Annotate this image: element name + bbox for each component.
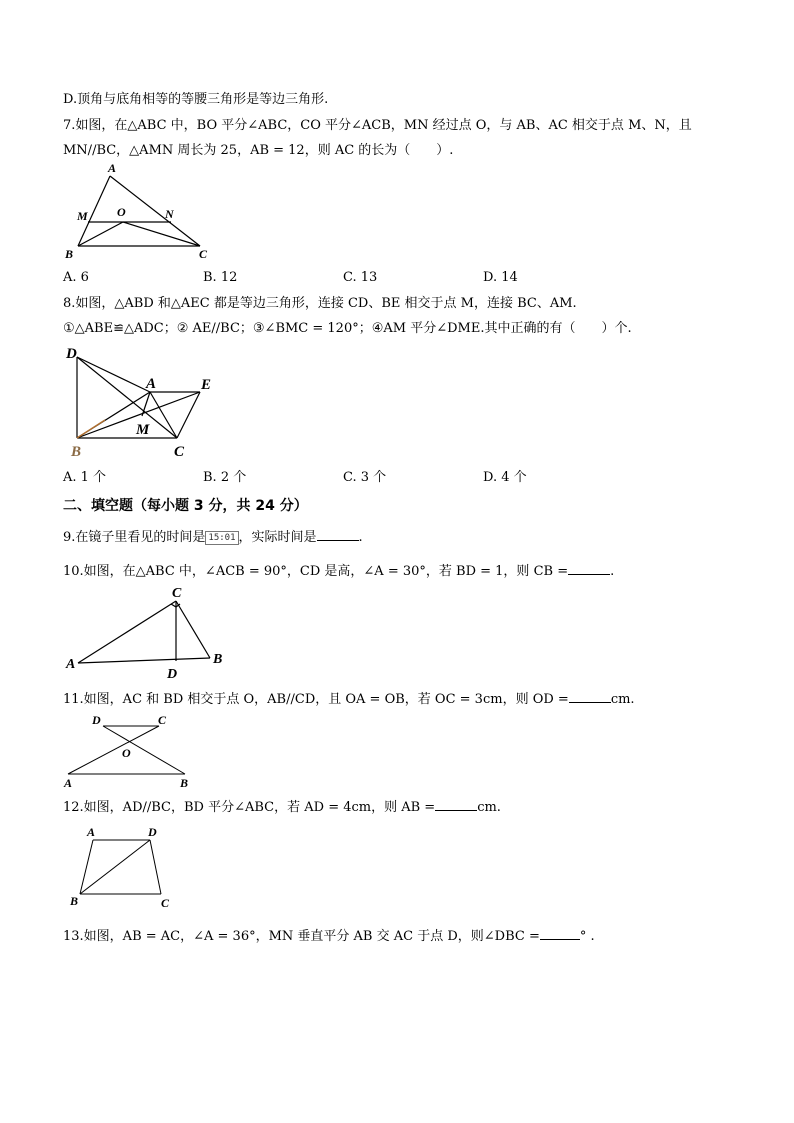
q8-line1: 8.如图，△ABD 和△AEC 都是等边三角形，连接 CD、BE 相交于点 M，连接 BC、AM. bbox=[63, 296, 577, 311]
q8-option-a[interactable]: A. 1 个 bbox=[63, 470, 107, 485]
prev-option-d: D.顶角与底角相等的等腰三角形是等边三角形. bbox=[63, 92, 329, 107]
q7-label-b: B bbox=[65, 247, 74, 261]
section-2-heading: 二、填空题（每小题 3 分，共 24 分） bbox=[63, 498, 308, 514]
q10-label-b: B bbox=[213, 652, 223, 667]
q9-post: ，实际时间是 bbox=[238, 530, 317, 545]
q7-label-o: O bbox=[117, 205, 126, 219]
q8-option-d[interactable]: D. 4 个 bbox=[483, 470, 527, 485]
q13 bbox=[63, 927, 595, 946]
q11-label-d: D bbox=[92, 713, 101, 727]
q12-label-a: A bbox=[87, 825, 96, 839]
q12-end: cm. bbox=[477, 800, 501, 815]
q10-end: . bbox=[610, 564, 615, 579]
q13-answer-blank[interactable] bbox=[540, 927, 580, 940]
q11-label-b: B bbox=[180, 776, 189, 790]
q10-label-c: C bbox=[172, 586, 182, 601]
q7-option-d[interactable]: D. 14 bbox=[483, 270, 518, 285]
q11-label-c: C bbox=[158, 713, 167, 727]
q8-label-e: E bbox=[201, 377, 212, 393]
q11 bbox=[63, 690, 635, 709]
q7-label-m: M bbox=[77, 209, 88, 223]
mirror-clock-image: 15:01 bbox=[205, 531, 238, 545]
q11-figure bbox=[60, 710, 200, 792]
q10-answer-blank[interactable] bbox=[568, 562, 610, 575]
q8-label-m: M bbox=[136, 422, 150, 438]
q10-figure bbox=[60, 584, 240, 684]
q11-label-o: O bbox=[122, 746, 131, 760]
q8-label-c: C bbox=[174, 444, 185, 460]
q7-option-b[interactable]: B. 12 bbox=[203, 270, 238, 285]
q10 bbox=[63, 562, 614, 581]
q12-figure bbox=[60, 820, 190, 912]
q11-answer-blank[interactable] bbox=[569, 690, 611, 703]
q7-label-a: A bbox=[108, 161, 117, 175]
q8-label-b: B bbox=[71, 444, 82, 460]
q9-pre: 9.在镜子里看见的时间是 bbox=[63, 530, 206, 545]
q7-line2: MN//BC，△AMN 周长为 25，AB = 12，则 AC 的长为（ ）. bbox=[63, 143, 454, 158]
q7-label-n: N bbox=[165, 207, 174, 221]
q12-answer-blank[interactable] bbox=[435, 798, 477, 811]
q12-label-d: D bbox=[148, 825, 157, 839]
q7-option-a[interactable]: A. 6 bbox=[63, 270, 89, 285]
q12-text: 12.如图，AD//BC，BD 平分∠ABC，若 AD = 4cm，则 AB = bbox=[63, 800, 436, 815]
q10-text: 10.如图，在△ABC 中，∠ACB = 90°，CD 是高，∠A = 30°，若 BD = 1，则 CB = bbox=[63, 564, 569, 579]
q8-option-c[interactable]: C. 3 个 bbox=[343, 470, 387, 485]
q10-label-a: A bbox=[66, 657, 76, 672]
q9: 9.在镜子里看见的时间是 15:01 ，实际时间是 . bbox=[63, 530, 363, 545]
q8-line2: ①△ABE≌△ADC；② AE//BC；③∠BMC = 120°；④AM 平分∠DME.其中正确的有（ ）个. bbox=[63, 321, 632, 336]
q8-option-b[interactable]: B. 2 个 bbox=[203, 470, 247, 485]
q11-text: 11.如图，AC 和 BD 相交于点 O，AB//CD，且 OA = OB，若 OC = 3cm，则 OD = bbox=[63, 692, 569, 707]
q9-answer-blank[interactable] bbox=[317, 528, 359, 541]
q7-figure bbox=[60, 158, 220, 263]
q12 bbox=[63, 798, 501, 817]
q8-label-a: A bbox=[146, 376, 157, 392]
q11-label-a: A bbox=[64, 776, 73, 790]
q8-figure bbox=[60, 342, 230, 464]
q12-label-c: C bbox=[161, 896, 170, 910]
q8-label-d: D bbox=[66, 346, 77, 362]
q7-label-c: C bbox=[199, 247, 208, 261]
q7-line1: 7.如图，在△ABC 中，BO 平分∠ABC，CO 平分∠ACB，MN 经过点 O，与 AB、AC 相交于点 M、N，且 bbox=[63, 118, 692, 133]
q12-label-b: B bbox=[70, 894, 79, 908]
q10-label-d: D bbox=[167, 667, 178, 682]
q13-text: 13.如图，AB = AC，∠A = 36°，MN 垂直平分 AB 交 AC 于点 D，则∠DBC = bbox=[63, 929, 540, 944]
q13-end: ° . bbox=[579, 929, 595, 944]
q11-end: cm. bbox=[610, 692, 635, 707]
q7-option-c[interactable]: C. 13 bbox=[343, 270, 378, 285]
